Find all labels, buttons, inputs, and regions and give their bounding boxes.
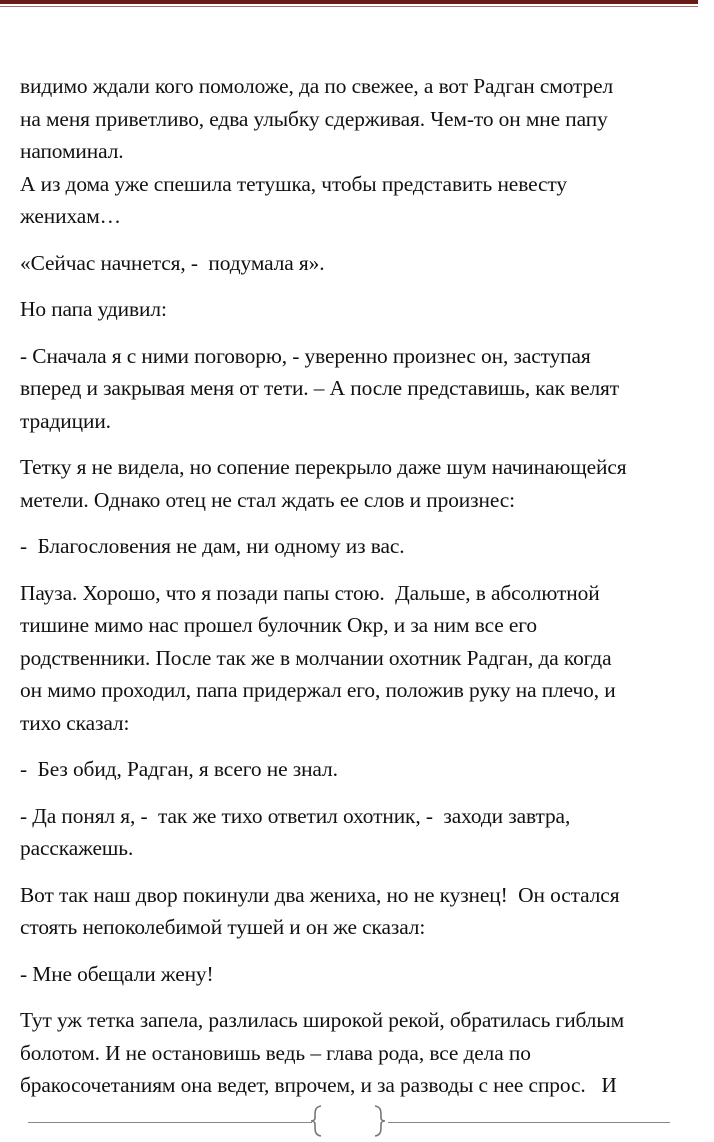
text-line: традиции. [20,408,111,433]
paragraph [20,70,704,233]
text-line: - Да понял я, - так же тихо ответил охотник, - заходи завтра, [20,803,571,828]
text-line: видимо ждали кого помоложе, да по свежее, а вот Радган смотрел [20,74,614,98]
text-line: Пауза. Хорошо, что я позади папы стою. Дальше, в абсолютной [20,580,600,605]
footer-rule-left [28,1122,312,1123]
paragraph [20,340,704,438]
text-line: А из дома уже спешила тетушка, чтобы представить невесту [20,171,567,196]
paragraph [20,530,704,563]
header-rule-thin [0,6,698,7]
text-line: - Без обид, Радган, я всего не знал. [20,757,338,781]
paragraph [20,753,704,786]
text-line: бракосочетаниям она ведет, впрочем, и за разводы с нее спрос. И [20,1073,617,1097]
text-line: тихо сказал: [20,710,130,735]
paragraph [20,293,704,326]
page-text [20,70,704,1102]
text-line: он мимо проходил, папа придержал его, положив руку на плечо, и [20,678,616,702]
text-line: женихам… [20,204,121,228]
header-rule [0,0,698,4]
text-line: метели. Однако отец не стал ждать ее слов и произнес: [20,487,516,512]
footer-rule-right [388,1122,670,1123]
text-line: «Сейчас начнется, - подумала я». [20,250,325,275]
text-line: - Благословения не дам, ни одному из вас. [20,534,405,558]
text-line: вперед и закрывая меня от тети. – А после представишь, как велят [20,376,620,400]
paragraph [20,800,704,865]
text-line: Тетку я не видела, но сопение перекрыло даже шум начинающейся [20,455,627,479]
text-line: Тут уж тетка запела, разлилась широкой рекой, обратилась гиблым [20,1008,625,1032]
text-line: стоять непоколебимой тушей и он же сказал: [20,915,426,939]
text-line: напоминал. [20,139,124,163]
text-line: Вот так наш двор покинули два жениха, но не кузнец! Он остался [20,882,620,907]
right-bracket-icon [372,1104,386,1138]
text-line: болотом. И не остановишь ведь – глава рода, все дела по [20,1040,531,1065]
left-bracket-icon [310,1104,324,1138]
text-line: тишине мимо нас прошел булочник Окр, и за ним все его [20,613,538,637]
text-line: на меня приветливо, едва улыбку сдерживая. Чем-то он мне папу [20,106,608,131]
paragraph [20,958,704,991]
text-line: - Сначала я с ними поговорю, - уверенно произнес он, заступая [20,343,591,368]
paragraph [20,1004,704,1102]
paragraph [20,879,704,944]
text-line: - Мне обещали жену! [20,961,214,986]
text-line: расскажешь. [20,836,134,860]
text-line: Но папа удивил: [20,297,167,321]
text-line: родственники. После так же в молчании охотник Радган, да когда [20,645,612,670]
paragraph [20,577,704,740]
paragraph [20,451,704,516]
paragraph [20,247,704,280]
